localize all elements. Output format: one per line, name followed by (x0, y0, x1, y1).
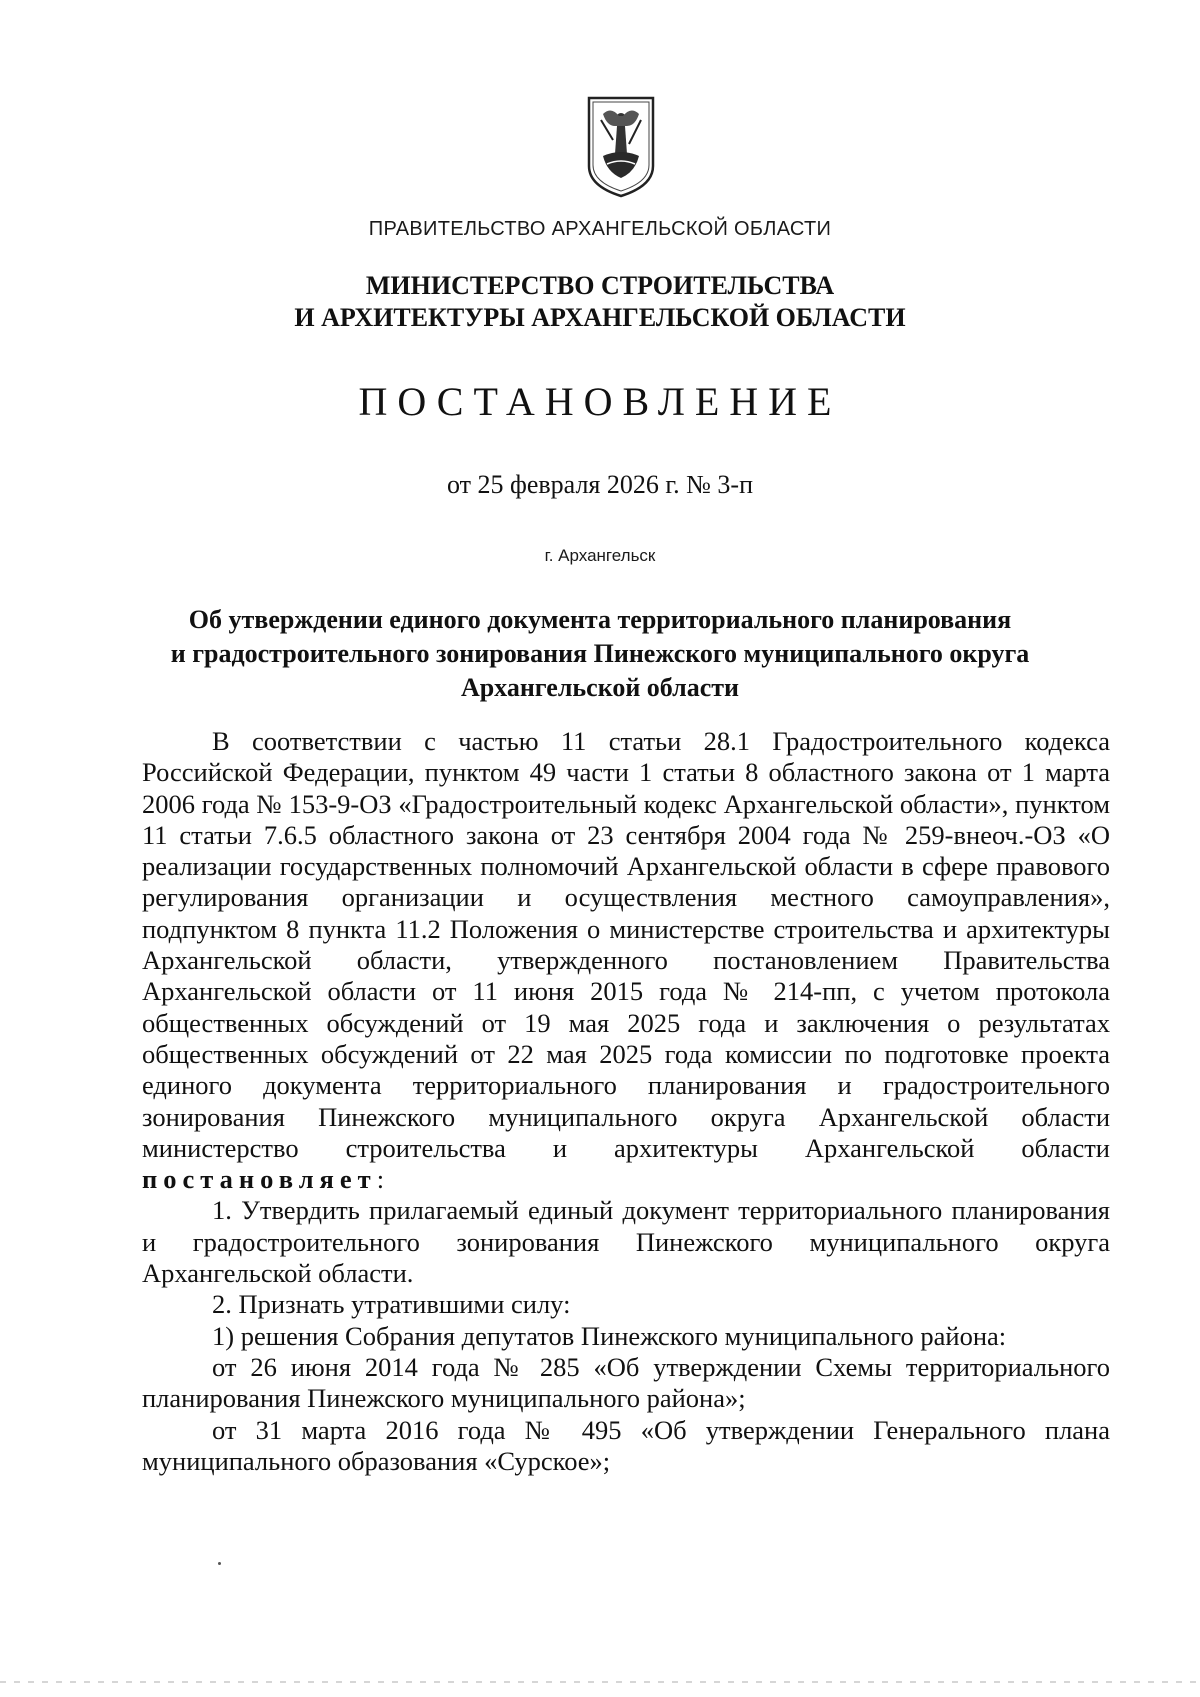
document-type: ПОСТАНОВЛЕНИЕ (358, 379, 842, 424)
government-title: ПРАВИТЕЛЬСТВО АРХАНГЕЛЬСКОЙ ОБЛАСТИ (368, 218, 832, 240)
decree-colon: : (376, 1164, 385, 1195)
document-city: г. Архангельск (544, 546, 656, 565)
item-2-paragraph: 2. Признать утратившими силу: (212, 1289, 571, 1320)
subject-line-1: Об утверждении единого документа территориального планирования (188, 605, 1012, 634)
ministry-title-line-2: И АРХИТЕКТУРЫ АРХАНГЕЛЬСКОЙ ОБЛАСТИ (294, 303, 906, 332)
preamble-paragraph (142, 726, 1110, 1195)
scan-speck (218, 1562, 221, 1565)
item-2-1-b-paragraph: от 31 марта 2016 года № 495 «Об утверждении Генерального плана муниципального образования «Сурское»; (142, 1414, 1110, 1476)
document-subject (0, 603, 1200, 705)
subject-line-2: и градостроительного зонирования Пинежского муниципального округа (170, 639, 1030, 668)
ministry-title-line-1: МИНИСТЕРСТВО СТРОИТЕЛЬСТВА (365, 271, 835, 300)
ministry-title (0, 270, 1200, 334)
scan-edge-line (0, 1681, 1200, 1683)
item-1-paragraph: 1. Утвердить прилагаемый единый документ территориального планирования и градостроительного зонирования Пинежского муниципального округа Архангельской области. (142, 1195, 1110, 1289)
document-body (142, 726, 1110, 1477)
item-2-1-paragraph: 1) решения Собрания депутатов Пинежского муниципального района: (212, 1320, 1007, 1351)
document-date-number: от 25 февраля 2026 г. № 3-п (447, 470, 753, 499)
decree-word: постановляет (142, 1164, 377, 1195)
subject-line-3: Архангельской области (460, 673, 740, 702)
item-2-1-a-paragraph: от 26 июня 2014 года № 285 «Об утверждении Схемы территориального планирования Пинежского муниципального района»; (142, 1351, 1110, 1414)
coat-of-arms-icon (583, 92, 659, 200)
preamble-text: В соответствии с частью 11 статьи 28.1 Градостроительного кодекса Российской Федерации, пунктом 49 части 1 статьи 8 областного закона от 1 марта 2006 года № 153-9-ОЗ «Градостроительный кодекс Архангельской области», пунктом 11 статьи 7.6.5 областного закона от 23 сентября 2004 года № 259-внеоч.-ОЗ «О реализации государственных полномочий Архангельской области в сфере правового регулирования организации и осуществления местного самоуправления», подпунктом 8 пункта 11.2 Положения о министерстве строительства и архитектуры Архангельской области, утвержденного постановлением Правительства Архангельской области от 11 июня 2015 года № 214-пп, с учетом протокола общественных обсуждений от 19 мая 2025 года и заключения о результатах общественных обсуждений от 22 мая 2025 года комиссии по подготовке проекта единого документа территориального планирования и градостроительного зонирования Пинежского муниципального округа Архангельской области министерство строительства и архитектуры Архангельской области (142, 726, 1110, 1163)
